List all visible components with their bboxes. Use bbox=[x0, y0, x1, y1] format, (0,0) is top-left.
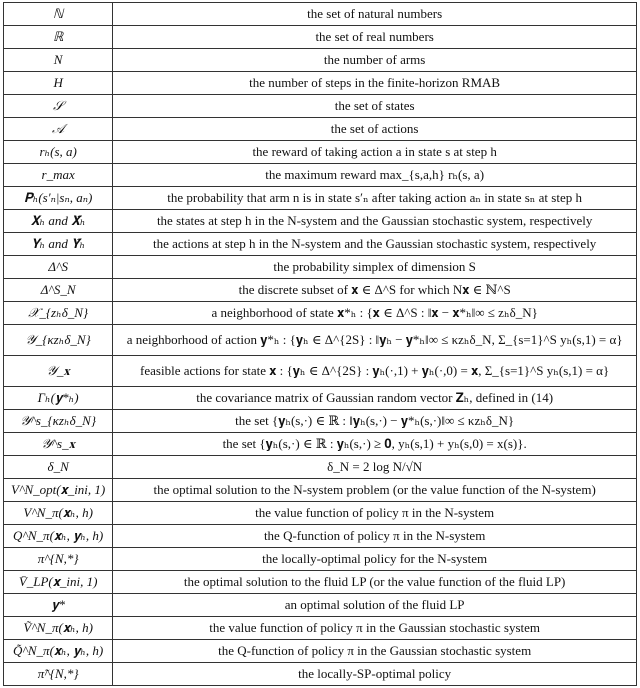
table-row bbox=[4, 256, 637, 279]
symbol-cell: Δ^S_N bbox=[4, 279, 113, 302]
description-cell: the reward of taking action a in state s at step h bbox=[113, 141, 637, 164]
description-cell: the set {𝐲ₕ(s,·) ∈ ℝ : 𝐲ₕ(s,·) ≥ 𝟎, yₕ(s,1) + yₕ(s,0) = x(s)}. bbox=[113, 433, 637, 456]
table-row bbox=[4, 72, 637, 95]
symbol-cell: 𝐏ₕ(s′ₙ|sₙ, aₙ) bbox=[4, 187, 113, 210]
symbol-cell: ℕ bbox=[4, 3, 113, 26]
table-row bbox=[4, 548, 637, 571]
symbol-cell: π̃^{N,*} bbox=[4, 663, 113, 686]
table-row bbox=[4, 594, 637, 617]
symbol-cell: π^{N,*} bbox=[4, 548, 113, 571]
table-row bbox=[4, 617, 637, 640]
symbol-cell: V^N_opt(𝐱_ini, 1) bbox=[4, 479, 113, 502]
symbol-cell: Q^N_π(𝐱ₕ, 𝐲ₕ, h) bbox=[4, 525, 113, 548]
table-row bbox=[4, 118, 637, 141]
symbol-cell: 𝒳_{zₕδ_N} bbox=[4, 302, 113, 325]
table-row bbox=[4, 433, 637, 456]
symbol-cell: Γₕ(𝐲*ₕ) bbox=[4, 387, 113, 410]
table-row bbox=[4, 26, 637, 49]
symbol-cell: 𝐲* bbox=[4, 594, 113, 617]
table-row bbox=[4, 210, 637, 233]
symbol-cell: 𝒴_{κzₕδ_N} bbox=[4, 325, 113, 356]
table-row bbox=[4, 502, 637, 525]
description-cell: a neighborhood of state 𝐱*ₕ : {𝐱 ∈ Δ^S : ‖𝐱 − 𝐱*ₕ‖∞ ≤ zₕδ_N} bbox=[113, 302, 637, 325]
description-cell: the set of natural numbers bbox=[113, 3, 637, 26]
symbol-cell: r_max bbox=[4, 164, 113, 187]
description-cell: the locally-optimal policy for the N-system bbox=[113, 548, 637, 571]
description-cell: the locally-SP-optimal policy bbox=[113, 663, 637, 686]
description-cell: the discrete subset of 𝐱 ∈ Δ^S for which N𝐱 ∈ ℕ^S bbox=[113, 279, 637, 302]
table-row bbox=[4, 640, 637, 663]
description-cell: the set of states bbox=[113, 95, 637, 118]
table-row bbox=[4, 49, 637, 72]
symbol-cell: δ_N bbox=[4, 456, 113, 479]
table-row bbox=[4, 141, 637, 164]
table-row bbox=[4, 663, 637, 686]
symbol-cell: N bbox=[4, 49, 113, 72]
table-row bbox=[4, 571, 637, 594]
symbol-cell: Q̃^N_π(𝐱ₕ, 𝐲ₕ, h) bbox=[4, 640, 113, 663]
description-cell: the number of arms bbox=[113, 49, 637, 72]
symbol-cell: Ṽ^N_π(𝐱ₕ, h) bbox=[4, 617, 113, 640]
description-cell: the maximum reward max_{s,a,h} rₕ(s, a) bbox=[113, 164, 637, 187]
description-cell: the actions at step h in the N-system and the Gaussian stochastic system, respectively bbox=[113, 233, 637, 256]
description-cell: the number of steps in the finite-horizon RMAB bbox=[113, 72, 637, 95]
symbol-cell: V̄_LP(𝐱_ini, 1) bbox=[4, 571, 113, 594]
symbol-cell: ℝ bbox=[4, 26, 113, 49]
description-cell: a neighborhood of action 𝐲*ₕ : {𝐲ₕ ∈ Δ^{2S} : ‖𝐲ₕ − 𝐲*ₕ‖∞ ≤ κzₕδ_N, Σ_{s=1}^S yₕ(s,1) = α} bbox=[113, 325, 637, 356]
table-row bbox=[4, 410, 637, 433]
symbol-cell: 𝒮 bbox=[4, 95, 113, 118]
description-cell: feasible actions for state 𝐱 : {𝐲ₕ ∈ Δ^{2S} : 𝐲ₕ(·,1) + 𝐲ₕ(·,0) = 𝐱, Σ_{s=1}^S yₕ(s,1) = α} bbox=[113, 356, 637, 387]
symbol-cell: 𝐘ₕ and 𝐘̃ₕ bbox=[4, 233, 113, 256]
symbol-cell: 𝒜 bbox=[4, 118, 113, 141]
table-row bbox=[4, 3, 637, 26]
symbol-cell: rₕ(s, a) bbox=[4, 141, 113, 164]
symbol-cell: Δ^S bbox=[4, 256, 113, 279]
description-cell: the set {𝐲ₕ(s,·) ∈ ℝ : ‖𝐲ₕ(s,·) − 𝐲*ₕ(s,·)‖∞ ≤ κzₕδ_N} bbox=[113, 410, 637, 433]
table-row bbox=[4, 164, 637, 187]
symbol-cell: 𝐗ₕ and 𝐗̃ₕ bbox=[4, 210, 113, 233]
table-row bbox=[4, 187, 637, 210]
symbol-cell: 𝒴^s_{κzₕδ_N} bbox=[4, 410, 113, 433]
description-cell: the states at step h in the N-system and the Gaussian stochastic system, respectively bbox=[113, 210, 637, 233]
symbol-cell: V^N_π(𝐱ₕ, h) bbox=[4, 502, 113, 525]
table-row bbox=[4, 279, 637, 302]
table-row bbox=[4, 356, 637, 387]
table-row bbox=[4, 95, 637, 118]
description-cell: the optimal solution to the N-system problem (or the value function of the N-system) bbox=[113, 479, 637, 502]
table-row bbox=[4, 325, 637, 356]
table-row bbox=[4, 387, 637, 410]
symbol-cell: H bbox=[4, 72, 113, 95]
notation-table bbox=[3, 2, 637, 686]
description-cell: the value function of policy π in the Gaussian stochastic system bbox=[113, 617, 637, 640]
description-cell: δ_N = 2 log N/√N bbox=[113, 456, 637, 479]
symbol-cell: 𝒴_𝐱 bbox=[4, 356, 113, 387]
table-row bbox=[4, 525, 637, 548]
description-cell: the Q-function of policy π in the N-system bbox=[113, 525, 637, 548]
description-cell: the covariance matrix of Gaussian random vector 𝐙ₕ, defined in (14) bbox=[113, 387, 637, 410]
description-cell: the probability simplex of dimension S bbox=[113, 256, 637, 279]
table-row bbox=[4, 233, 637, 256]
table-row bbox=[4, 456, 637, 479]
description-cell: the set of actions bbox=[113, 118, 637, 141]
symbol-cell: 𝒴^s_𝐱 bbox=[4, 433, 113, 456]
description-cell: an optimal solution of the fluid LP bbox=[113, 594, 637, 617]
table-row bbox=[4, 302, 637, 325]
description-cell: the value function of policy π in the N-system bbox=[113, 502, 637, 525]
description-cell: the set of real numbers bbox=[113, 26, 637, 49]
description-cell: the Q-function of policy π in the Gaussian stochastic system bbox=[113, 640, 637, 663]
description-cell: the probability that arm n is in state s′ₙ after taking action aₙ in state sₙ at step h bbox=[113, 187, 637, 210]
description-cell: the optimal solution to the fluid LP (or the value function of the fluid LP) bbox=[113, 571, 637, 594]
table-row bbox=[4, 479, 637, 502]
